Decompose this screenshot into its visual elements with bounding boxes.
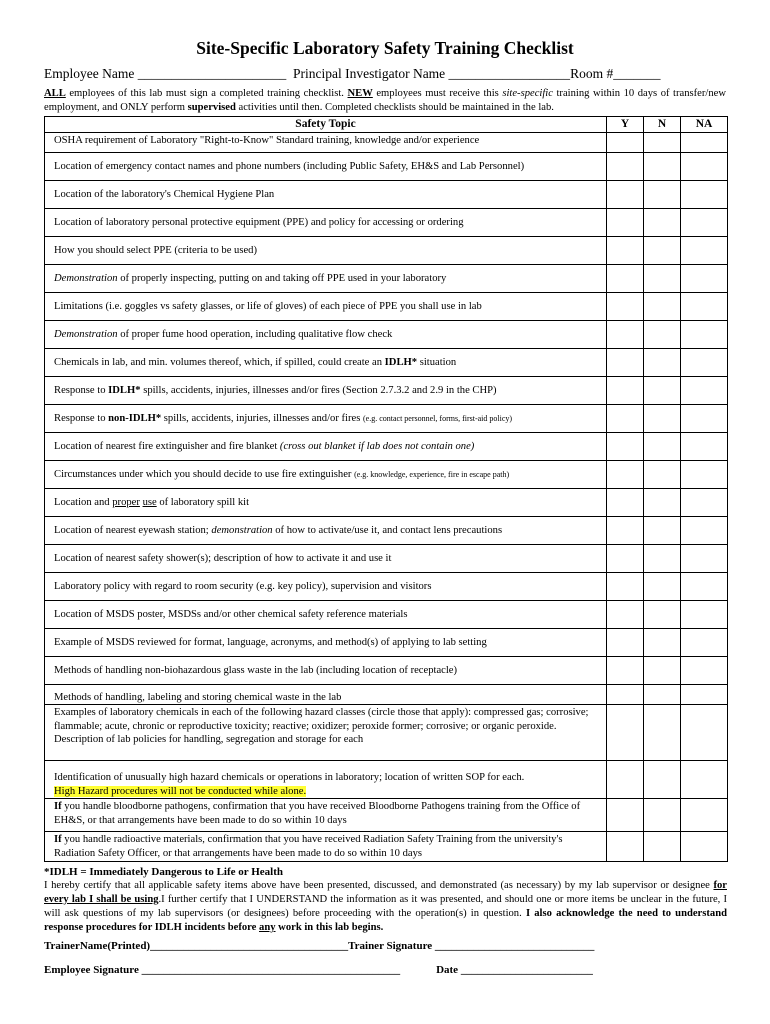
room-field[interactable]: Room #_______ xyxy=(570,66,661,81)
table-row xyxy=(45,293,728,321)
na-checkbox-cell[interactable] xyxy=(681,832,728,862)
no-checkbox-cell[interactable] xyxy=(644,181,681,209)
yes-checkbox-cell[interactable] xyxy=(607,405,644,433)
no-checkbox-cell[interactable] xyxy=(644,657,681,685)
table-row xyxy=(45,601,728,629)
table-row xyxy=(45,265,728,293)
table-row xyxy=(45,629,728,657)
na-checkbox-cell[interactable] xyxy=(681,545,728,573)
topic-cell: Demonstration of properly inspecting, putting on and taking off PPE used in your laboratory xyxy=(45,265,607,293)
certification-paragraph: I hereby certify that all applicable safety items above have been presented, discussed, and demonstrated (as necessary) by my lab supervisor or designee for every lab I shall be using.I further certify that I UNDERSTAND the information as it was presented, and should one or more items be unclear in the future, I will ask questions of my lab supervisors (or designees) before proceeding with the operation(s) in question. I also acknowledge the need to understand response procedures for IDLH incidents before any work in this lab begins. xyxy=(44,880,727,933)
topic-cell: Demonstration of proper fume hood operation, including qualitative flow check xyxy=(45,321,607,349)
table-row xyxy=(45,657,728,685)
no-checkbox-cell[interactable] xyxy=(644,832,681,862)
no-checkbox-cell[interactable] xyxy=(644,573,681,601)
yes-checkbox-cell[interactable] xyxy=(607,573,644,601)
no-checkbox-cell[interactable] xyxy=(644,321,681,349)
table-row xyxy=(45,761,728,799)
table-row xyxy=(45,153,728,181)
yes-checkbox-cell[interactable] xyxy=(607,209,644,237)
yes-checkbox-cell[interactable] xyxy=(607,237,644,265)
yes-checkbox-cell[interactable] xyxy=(607,153,644,181)
yes-checkbox-cell[interactable] xyxy=(607,349,644,377)
na-checkbox-cell[interactable] xyxy=(681,629,728,657)
table-row xyxy=(45,237,728,265)
idlh-definition: *IDLH = Immediately Dangerous to Life or Health xyxy=(44,866,283,878)
topic-cell: Examples of laboratory chemicals in each of the following hazard classes (circle those that apply): compressed gas; corrosive; flammable; acute, chronic or reproductive toxicity; reactive; oxidizer; peroxide former; corrosive; or organic peroxide. Description of lab policies for handling, segregation and storage for each xyxy=(45,705,607,761)
no-checkbox-cell[interactable] xyxy=(644,377,681,405)
table-row xyxy=(45,705,728,761)
topic-cell: If you handle radioactive materials, confirmation that you have received Radiation Safety Training from the university's Radiation Safety Officer, or that arrangements have been made to do so within 10 days xyxy=(45,832,607,862)
table-row xyxy=(45,461,728,489)
yes-checkbox-cell[interactable] xyxy=(607,761,644,799)
na-checkbox-cell[interactable] xyxy=(681,685,728,705)
topic-cell: Laboratory policy with regard to room security (e.g. key policy), supervision and visitors xyxy=(45,573,607,601)
na-checkbox-cell[interactable] xyxy=(681,153,728,181)
header-safety-topic: Safety Topic xyxy=(45,117,607,133)
topic-cell: Circumstances under which you should decide to use fire extinguisher (e.g. knowledge, experience, fire in escape path) xyxy=(45,461,607,489)
intro-paragraph: ALL employees of this lab must sign a completed training checklist. NEW employees must receive this site-specific training within 10 days of transfer/new employment, and ONLY perform supervised activities until then. Completed checklists should be maintained in the lab. xyxy=(44,88,727,113)
na-checkbox-cell[interactable] xyxy=(681,405,728,433)
trainer-signature-line xyxy=(44,940,594,952)
topic-cell: Location of the laboratory's Chemical Hygiene Plan xyxy=(45,181,607,209)
no-checkbox-cell[interactable] xyxy=(644,517,681,545)
topic-cell: Location of nearest fire extinguisher and fire blanket (cross out blanket if lab does not contain one) xyxy=(45,433,607,461)
yes-checkbox-cell[interactable] xyxy=(607,832,644,862)
table-row xyxy=(45,209,728,237)
table-row xyxy=(45,133,728,153)
topic-cell: Example of MSDS reviewed for format, language, acronyms, and method(s) of applying to lab setting xyxy=(45,629,607,657)
yes-checkbox-cell[interactable] xyxy=(607,433,644,461)
table-row xyxy=(45,181,728,209)
no-checkbox-cell[interactable] xyxy=(644,433,681,461)
topic-cell: Location and proper use of laboratory spill kit xyxy=(45,489,607,517)
no-checkbox-cell[interactable] xyxy=(644,685,681,705)
no-checkbox-cell[interactable] xyxy=(644,349,681,377)
no-checkbox-cell[interactable] xyxy=(644,293,681,321)
yes-checkbox-cell[interactable] xyxy=(607,133,644,153)
topic-cell: Location of MSDS poster, MSDSs and/or other chemical safety reference materials xyxy=(45,601,607,629)
no-checkbox-cell[interactable] xyxy=(644,705,681,761)
topic-cell: Location of nearest safety shower(s); description of how to activate it and use it xyxy=(45,545,607,573)
na-checkbox-cell[interactable] xyxy=(681,761,728,799)
employee-name-field[interactable]: Employee Name ______________________ xyxy=(44,66,287,81)
table-row xyxy=(45,832,728,862)
no-checkbox-cell[interactable] xyxy=(644,629,681,657)
yes-checkbox-cell[interactable] xyxy=(607,629,644,657)
no-checkbox-cell[interactable] xyxy=(644,209,681,237)
na-checkbox-cell[interactable] xyxy=(681,601,728,629)
yes-checkbox-cell[interactable] xyxy=(607,489,644,517)
date-field[interactable]: Date ________________________ xyxy=(436,964,593,976)
na-checkbox-cell[interactable] xyxy=(681,181,728,209)
certification-section xyxy=(44,865,727,935)
no-checkbox-cell[interactable] xyxy=(644,799,681,832)
na-checkbox-cell[interactable] xyxy=(681,237,728,265)
yes-checkbox-cell[interactable] xyxy=(607,545,644,573)
header-yes: Y xyxy=(607,117,644,133)
table-row xyxy=(45,799,728,832)
yes-checkbox-cell[interactable] xyxy=(607,517,644,545)
topic-cell: Methods of handling non-biohazardous glass waste in the lab (including location of receptacle) xyxy=(45,657,607,685)
na-checkbox-cell[interactable] xyxy=(681,321,728,349)
yes-checkbox-cell[interactable] xyxy=(607,265,644,293)
topic-cell: Chemicals in lab, and min. volumes thereof, which, if spilled, could create an IDLH* situation xyxy=(45,349,607,377)
na-checkbox-cell[interactable] xyxy=(681,657,728,685)
no-checkbox-cell[interactable] xyxy=(644,461,681,489)
na-checkbox-cell[interactable] xyxy=(681,265,728,293)
yes-checkbox-cell[interactable] xyxy=(607,799,644,832)
trainer-name-field[interactable]: TrainerName(Printed)____________________________________ xyxy=(44,940,349,952)
na-checkbox-cell[interactable] xyxy=(681,461,728,489)
topic-cell: Response to non-IDLH* spills, accidents, injuries, illnesses and/or fires (e.g. contact personnel, forms, first-aid policy) xyxy=(45,405,607,433)
yes-checkbox-cell[interactable] xyxy=(607,685,644,705)
na-checkbox-cell[interactable] xyxy=(681,517,728,545)
topic-cell: Location of nearest eyewash station; demonstration of how to activate/use it, and contact lens precautions xyxy=(45,517,607,545)
yes-checkbox-cell[interactable] xyxy=(607,321,644,349)
topic-cell: Location of laboratory personal protective equipment (PPE) and policy for accessing or ordering xyxy=(45,209,607,237)
na-checkbox-cell[interactable] xyxy=(681,489,728,517)
no-checkbox-cell[interactable] xyxy=(644,405,681,433)
topic-cell: Identification of unusually high hazard chemicals or operations in laboratory; location of written SOP for each. High Hazard procedures will not be conducted while alone. xyxy=(45,761,607,799)
table-row xyxy=(45,489,728,517)
trainer-signature-field[interactable]: Trainer Signature _____________________________ xyxy=(348,940,595,952)
pi-name-field[interactable]: Principal Investigator Name __________________ xyxy=(292,66,571,81)
table-row xyxy=(45,545,728,573)
no-checkbox-cell[interactable] xyxy=(644,265,681,293)
yes-checkbox-cell[interactable] xyxy=(607,461,644,489)
table-header-row xyxy=(45,117,728,133)
na-checkbox-cell[interactable] xyxy=(681,433,728,461)
topic-cell: Response to IDLH* spills, accidents, injuries, illnesses and/or fires (Section 2.7.3.2 and 2.9 in the CHP) xyxy=(45,377,607,405)
topic-cell: Methods of handling, labeling and storing chemical waste in the lab xyxy=(45,685,607,705)
na-checkbox-cell[interactable] xyxy=(681,293,728,321)
table-row xyxy=(45,685,728,705)
header-na: NA xyxy=(681,117,728,133)
topic-cell: If you handle bloodborne pathogens, confirmation that you have received Bloodborne Pathogens training from the Office of EH&S, or that arrangements have been made to do so within 10 days xyxy=(45,799,607,832)
yes-checkbox-cell[interactable] xyxy=(607,181,644,209)
no-checkbox-cell[interactable] xyxy=(644,237,681,265)
na-checkbox-cell[interactable] xyxy=(681,133,728,153)
no-checkbox-cell[interactable] xyxy=(644,545,681,573)
table-row xyxy=(45,321,728,349)
na-checkbox-cell[interactable] xyxy=(681,377,728,405)
page-title: Site-Specific Laboratory Safety Training Checklist xyxy=(196,38,574,58)
yes-checkbox-cell[interactable] xyxy=(607,601,644,629)
table-row xyxy=(45,377,728,405)
employee-signature-line xyxy=(44,964,593,976)
table-row xyxy=(45,573,728,601)
yes-checkbox-cell[interactable] xyxy=(607,705,644,761)
table-row xyxy=(45,517,728,545)
info-line xyxy=(44,66,660,82)
employee-signature-field[interactable]: Employee Signature _______________________________________________ xyxy=(44,964,401,976)
na-checkbox-cell[interactable] xyxy=(681,349,728,377)
na-checkbox-cell[interactable] xyxy=(681,209,728,237)
no-checkbox-cell[interactable] xyxy=(644,761,681,799)
na-checkbox-cell[interactable] xyxy=(681,705,728,761)
no-checkbox-cell[interactable] xyxy=(644,133,681,153)
topic-cell: Limitations (i.e. goggles vs safety glasses, or life of gloves) of each piece of PPE you shall use in lab xyxy=(45,293,607,321)
yes-checkbox-cell[interactable] xyxy=(607,293,644,321)
na-checkbox-cell[interactable] xyxy=(681,799,728,832)
topic-cell: How you should select PPE (criteria to be used) xyxy=(45,237,607,265)
high-hazard-highlight: High Hazard procedures will not be conducted while alone. xyxy=(54,785,307,797)
yes-checkbox-cell[interactable] xyxy=(607,377,644,405)
safety-checklist-table xyxy=(44,116,728,862)
topic-cell: Location of emergency contact names and phone numbers (including Public Safety, EH&S and Lab Personnel) xyxy=(45,153,607,181)
table-row xyxy=(45,433,728,461)
table-row xyxy=(45,349,728,377)
na-checkbox-cell[interactable] xyxy=(681,573,728,601)
no-checkbox-cell[interactable] xyxy=(644,601,681,629)
header-no: N xyxy=(644,117,681,133)
yes-checkbox-cell[interactable] xyxy=(607,657,644,685)
topic-cell: OSHA requirement of Laboratory "Right-to-Know" Standard training, knowledge and/or experience xyxy=(45,133,607,153)
no-checkbox-cell[interactable] xyxy=(644,153,681,181)
table-row xyxy=(45,405,728,433)
no-checkbox-cell[interactable] xyxy=(644,489,681,517)
